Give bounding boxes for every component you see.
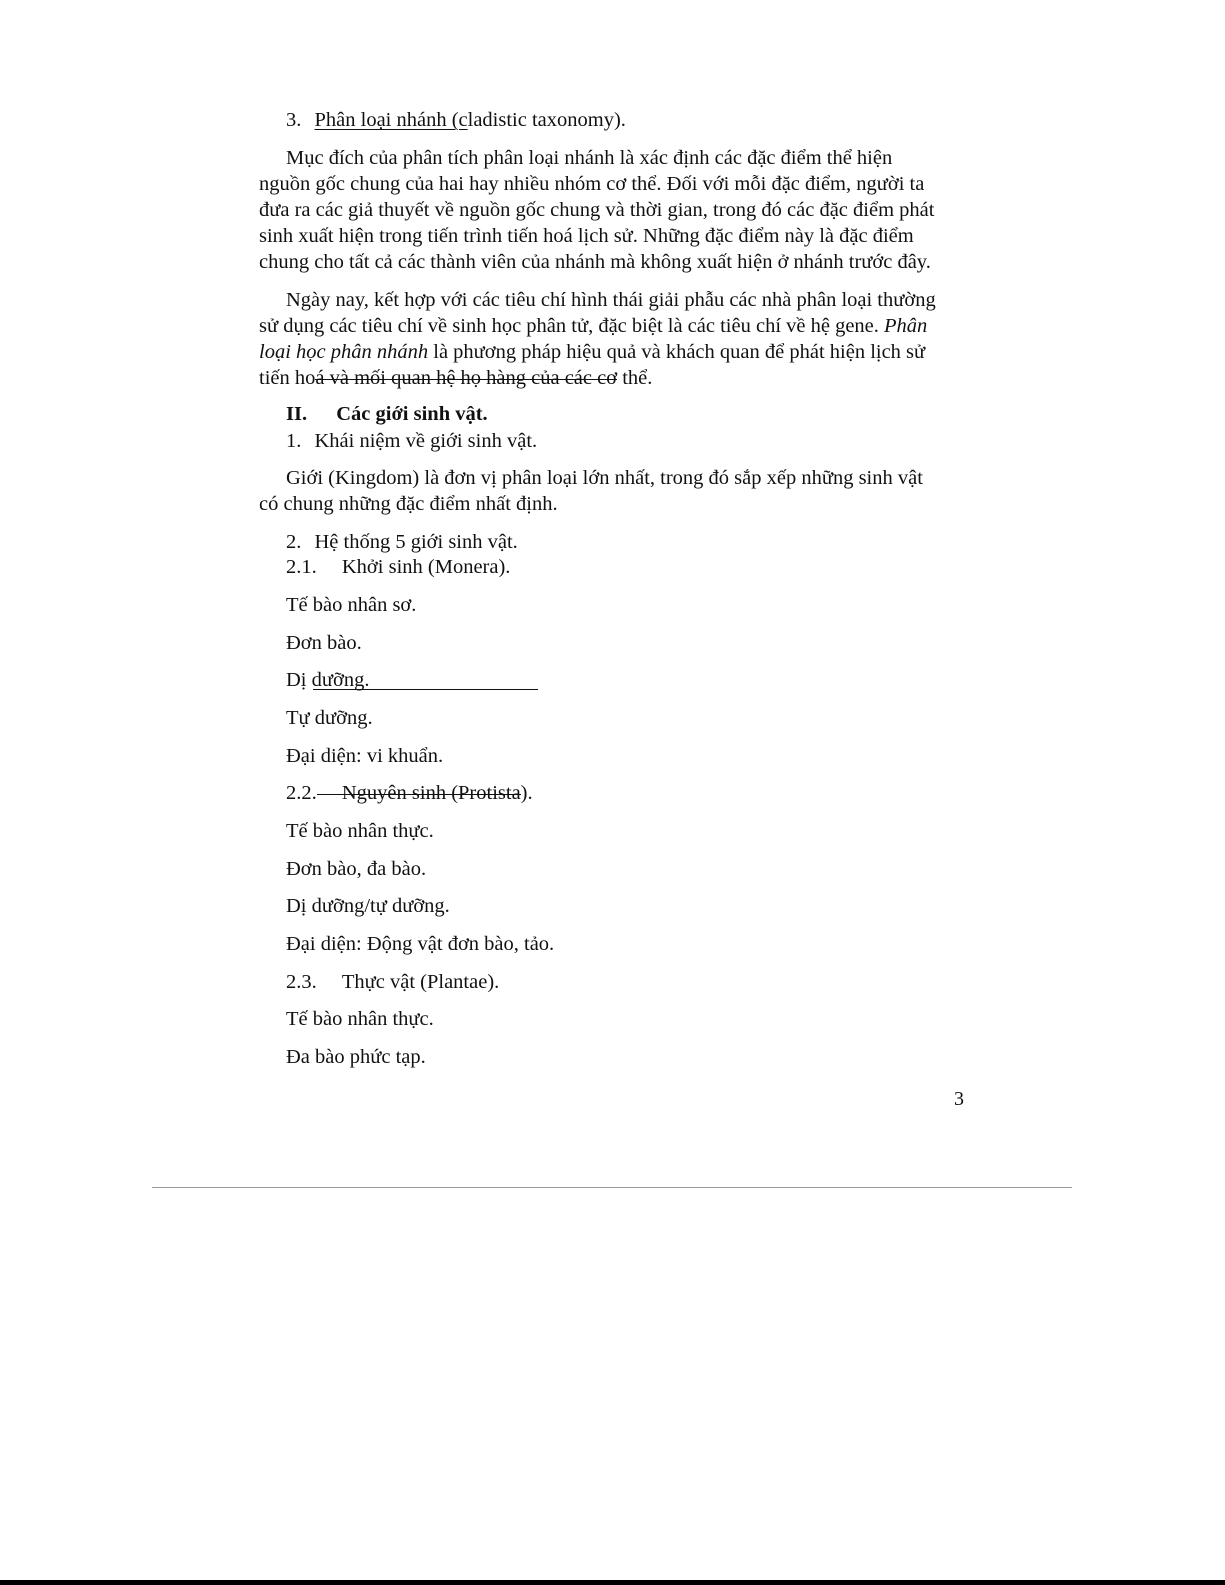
- protista-representative: Đại diện: Động vật đơn bào, tảo.: [286, 933, 555, 955]
- plantae-cell: Tế bào nhân thực.: [286, 1008, 434, 1030]
- heading-cladistic: [286, 107, 626, 133]
- protista-cellularity: Đơn bào, đa bào.: [286, 858, 427, 880]
- subsection-2-1: [286, 554, 510, 580]
- item-1-number: 1.: [286, 430, 302, 452]
- subsection-2-2-struck: Nguyên sinh (Protista: [317, 782, 521, 804]
- subsection-2-2-number: 2.2.: [286, 782, 317, 804]
- para2-line4-struck: á và mối quan hệ họ hàng của các cơ: [315, 367, 618, 389]
- para2-line4-start: tiến ho: [259, 367, 316, 389]
- item-1: [286, 428, 537, 454]
- subsection-2-3-number: 2.3.: [286, 971, 317, 993]
- para2-line1: Ngày nay, kết hợp với các tiêu chí hình thái giải phẫu các nhà phân loại thường: [286, 289, 936, 311]
- protista-cell: Tế bào nhân thực.: [286, 820, 434, 842]
- para1-line2: nguồn gốc chung của hai hay nhiều nhóm cơ thể. Đối với mỗi đặc điểm, người ta: [259, 173, 925, 195]
- subsection-2-3-text: Thực vật (Plantae).: [341, 971, 500, 993]
- heading-text: ladistic taxonomy).: [467, 109, 626, 131]
- subsection-2-2-tail: ).: [520, 782, 533, 804]
- para3-line1: Giới (Kingdom) là đơn vị phân loại lớn nhất, trong đó sắp xếp những sinh vật: [286, 467, 923, 489]
- subsection-2-3: [286, 969, 499, 995]
- item-2-number: 2.: [286, 531, 302, 553]
- subsection-2-2: [286, 780, 533, 806]
- para1-line5: chung cho tất cả các thành viên của nhánh mà không xuất hiện ở nhánh trước đây.: [259, 251, 931, 273]
- para2-line4-end: thể.: [617, 367, 653, 389]
- monera-cell: Tế bào nhân sơ.: [286, 594, 417, 616]
- para2-line3-italic: loại học phân nhánh: [259, 341, 429, 363]
- para2-line3-text: là phương pháp hiệu quả và khách quan để phát hiện lịch sử: [428, 341, 926, 363]
- para2-line2-text: sử dụng các tiêu chí về sinh học phân tử, đặc biệt là các tiêu chí về hệ gene.: [259, 315, 885, 337]
- section-ii-number: II.: [286, 403, 308, 425]
- para2-line2-italic: Phân: [884, 315, 928, 337]
- para1-line4: sinh xuất hiện trong tiến trình tiến hoá lịch sử. Những đặc điểm này là đặc điểm: [259, 225, 914, 247]
- page-separator: [152, 1187, 1072, 1188]
- subsection-2-1-number: 2.1.: [286, 556, 317, 578]
- para3-line2: có chung những đặc điểm nhất định.: [259, 493, 558, 515]
- page-number: 3: [954, 1088, 964, 1110]
- list-number: 3.: [286, 109, 302, 131]
- para1-line1: Mục đích của phân tích phân loại nhánh là xác định các đặc điểm thể hiện: [286, 147, 893, 169]
- monera-heterotroph-prefix: Dị: [286, 669, 312, 691]
- monera-unicellular: Đơn bào.: [286, 632, 362, 654]
- underline-rule: [313, 689, 538, 690]
- para2-line4: [259, 365, 652, 391]
- plantae-multicellular: Đa bào phức tạp.: [286, 1046, 426, 1068]
- heading-underlined-text: Phân loại nhánh (c: [314, 109, 468, 131]
- item-2-text: Hệ thống 5 giới sinh vật.: [314, 531, 518, 553]
- section-ii-heading: [286, 401, 488, 427]
- para2-line2: [259, 313, 927, 339]
- item-1-text: Khái niệm về giới sinh vật.: [314, 430, 538, 452]
- protista-nutrition: Dị dưỡng/tự dưỡng.: [286, 895, 450, 917]
- section-ii-title: Các giới sinh vật.: [336, 403, 488, 425]
- para2-line3: [259, 339, 925, 365]
- monera-representative: Đại diện: vi khuẩn.: [286, 745, 444, 767]
- para1-line3: đưa ra các giả thuyết về nguồn gốc chung và thời gian, trong đó các đặc điểm phát: [259, 199, 935, 221]
- monera-autotroph: Tự dưỡng.: [286, 707, 373, 729]
- subsection-2-1-text: Khởi sinh (Monera).: [341, 556, 511, 578]
- bottom-edge: [0, 1580, 1225, 1585]
- monera-heterotroph-underlined: dưỡng.: [311, 669, 370, 691]
- item-2: [286, 529, 518, 555]
